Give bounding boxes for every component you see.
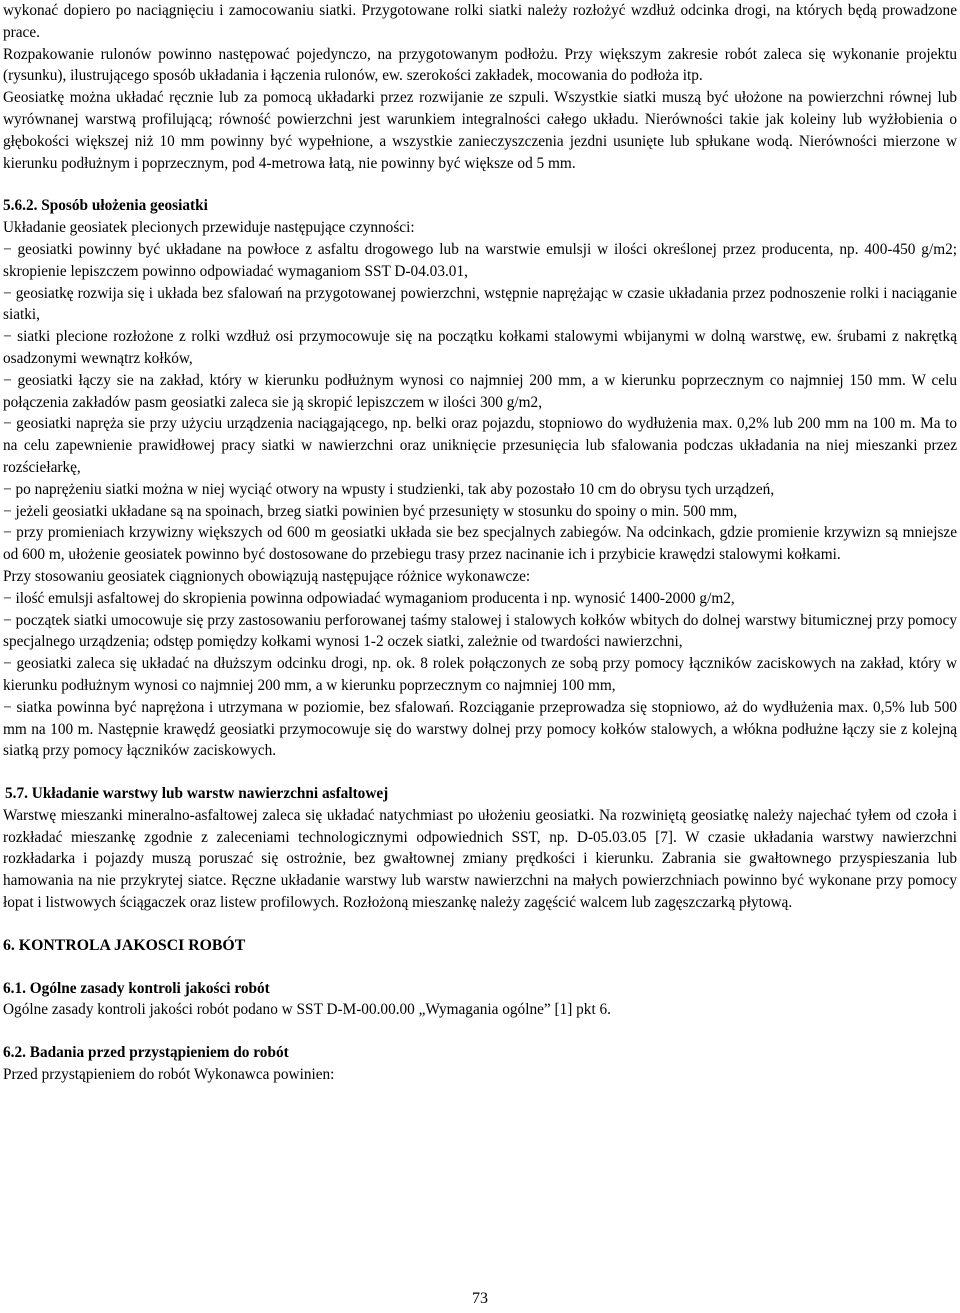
paragraph: Ogólne zasady kontroli jakości robót podano w SST D-M-00.00.00 „Wymagania ogólne” [1] pkt 6. xyxy=(3,1001,612,1019)
list-item: − geosiatki napręża sie przy użyciu urządzenia naciągającego, np. belki oraz pojazdu, stopniowo do wydłużenia max. 0,2% lub 200 mm na 100 m. Ma to na celu zapewnienie prawidłowej pracy siatki w nawierzchni oraz uniknięcie przesunięcia lub sfalowania podczas układania na niej mieszanki przez rozściełarkę, xyxy=(3,415,957,476)
list-item: − geosiatkę rozwija się i układa bez sfalowań na przygotowanej powierzchni, wstępnie naprężając w czasie układania przez podnoszenie rolki i naciąganie siatki, xyxy=(3,284,957,324)
list-item: − siatka powinna być naprężona i utrzymana w poziomie, bez sfalowań. Rozciąganie przeprowadza się stopniowo, aż do wydłużenia max. 0,5% lub 500 mm na 100 m. Następnie krawędź geosiatki przymocowuje się do warstwy dolnej przy pomocy kołków stalowych, a włókna podłużne łączy sie z kolejną siatką przy pomocy łączników zaciskowych. xyxy=(3,698,957,760)
paragraph: Geosiatkę można układać ręcznie lub za pomocą układarki przez rozwijanie ze szpuli. Wszystkie siatki muszą być ułożone na powierzchni równej lub wyrównanej warstwą profilującą; równość powierzchni jest warunkiem integralności całego układu. Nierówności takie jak koleiny lub wyżłobienia o głębokości większej niż 10 mm powinny być wypełnione, a wszystkie zanieczyszczenia jezdni usunięte lub spłukane wodą. Nierówności mierzone w kierunku podłużnym i poprzecznym, pod 4-metrowa łatą, nie powinny być większe od 5 mm. xyxy=(3,89,957,172)
section-heading-6-1: 6.1. Ogólne zasady kontroli jakości robót xyxy=(3,979,270,997)
list-item: − początek siatki umocowuje się przy zastosowaniu perforowanej taśmy stalowej i stalowych kołków wbitych do dolnej warstwy bitumicznej przy pomocy specjalnego urządzenia; odstęp pomiędzy kołkami wynosi 1-2 oczek siatki, zależnie od twardości nawierzchni, xyxy=(3,611,957,651)
list-item: − geosiatki zaleca się układać na dłuższym odcinku drogi, np. ok. 8 rolek połączonych ze sobą przy pomocy łączników zaciskowych na zakład, który w kierunku podłużnym wynosi co najmniej 200 mm, a w kierunku poprzecznym co najmniej 100 mm, xyxy=(3,655,957,694)
section-heading-6-2: 6.2. Badania przed przystąpieniem do robót xyxy=(3,1044,289,1062)
document-page xyxy=(3,0,957,1086)
section-intro: Układanie geosiatek plecionych przewiduje następujące czynności: xyxy=(3,219,415,237)
paragraph: wykonać dopiero po naciągnięciu i zamocowaniu siatki. Przygotowane rolki siatki należy rozłożyć wzdłuż odcinka drogi, na których będą prowadzone prace. xyxy=(3,2,957,41)
paragraph: Rozpakowanie rulonów powinno następować pojedynczo, na przygotowanym podłożu. Przy większym zakresie robót zaleca się wykonanie projektu (rysunku), ilustrującego sposób układania i łączenia rulonów, ew. szerokości zakładek, mocowania do podłoża itp. xyxy=(3,45,957,85)
list-item: − geosiatki łączy sie na zakład, który w kierunku podłużnym wynosi co najmniej 200 mm, a w kierunku poprzecznym co najmniej 150 mm. W celu połączenia zakładów pasm geosiatki zaleca sie ją skropić lepiszczem w ilości 300 g/m2, xyxy=(3,371,957,411)
list-item: − przy promieniach krzywizny większych od 600 m geosiatki układa sie bez specjalnych zabiegów. Na odcinkach, gdzie promienie krzywizn są mniejsze od 600 m, ułożenie geosiatek powinno być dostosowane do przebiegu trasy przez nacinanie ich i przybicie krawędzi stalowymi kołkami. xyxy=(3,524,957,564)
section-heading-6: 6. KONTROLA JAKOSCI ROBÓT xyxy=(3,936,246,954)
section-intro: Przy stosowaniu geosiatek ciągnionych obowiązują następujące różnice wykonawcze: xyxy=(3,567,531,585)
section-heading-5-6-2: 5.6.2. Sposób ułożenia geosiatki xyxy=(3,197,208,215)
page-number: 73 xyxy=(472,1290,488,1307)
list-item: − siatki plecione rozłożone z rolki wzdłuż osi przymocowuje się na początku kołkami stalowymi wbijanymi w dolną warstwę, ew. śrubami z nakrętką osadzonymi wewnątrz kołków, xyxy=(3,328,957,367)
paragraph: Warstwę mieszanki mineralno-asfaltowej zaleca się układać natychmiast po ułożeniu geosiatki. Na rozwiniętą geosiatkę należy najechać tyłem od czoła i rozkładać mieszankę zgodnie z zaleceniami technologicznymi odpowiednich SST, np. D-05.03.05 [7]. W czasie układania warstwy nawierzchni rozkładarka i pojazdy muszą poruszać się ostrożnie, bez gwałtownej zmiany prędkości i kierunku. Zabrania sie gwałtownego przyspieszania lub hamowania na nie przykrytej siatce. Ręczne układanie warstwy lub warstw nawierzchni na małych powierzchniach powinno być wykonane przy pomocy łopat i listwowych ściągaczek oraz listew profilowych. Rozłożoną mieszankę należy zagęścić walcem lub zagęszczarką płytową. xyxy=(3,806,957,912)
list-item: − ilość emulsji asfaltowej do skropienia powinna odpowiadać wymaganiom producenta i np. wynosić 1400-2000 g/m2, xyxy=(3,589,735,607)
list-item: − jeżeli geosiatki układane są na spoinach, brzeg siatki powinien być przesunięty w stosunku do spoiny o min. 500 mm, xyxy=(3,502,738,520)
paragraph: Przed przystąpieniem do robót Wykonawca powinien: xyxy=(3,1066,335,1084)
section-heading-5-7: 5.7. Układanie warstwy lub warstw nawierzchni asfaltowej xyxy=(5,785,389,803)
list-item: − geosiatki powinny być układane na powłoce z asfaltu drogowego lub na warstwie emulsji w ilości określonej przez producenta, np. 400-450 g/m2; skropienie lepiszczem powinno odpowiadać wymaganiom SST D-04.03.01, xyxy=(3,240,957,280)
list-item: − po naprężeniu siatki można w niej wyciąć otwory na wpusty i studzienki, tak aby pozostało 10 cm do obrysu tych urządzeń, xyxy=(3,480,775,498)
